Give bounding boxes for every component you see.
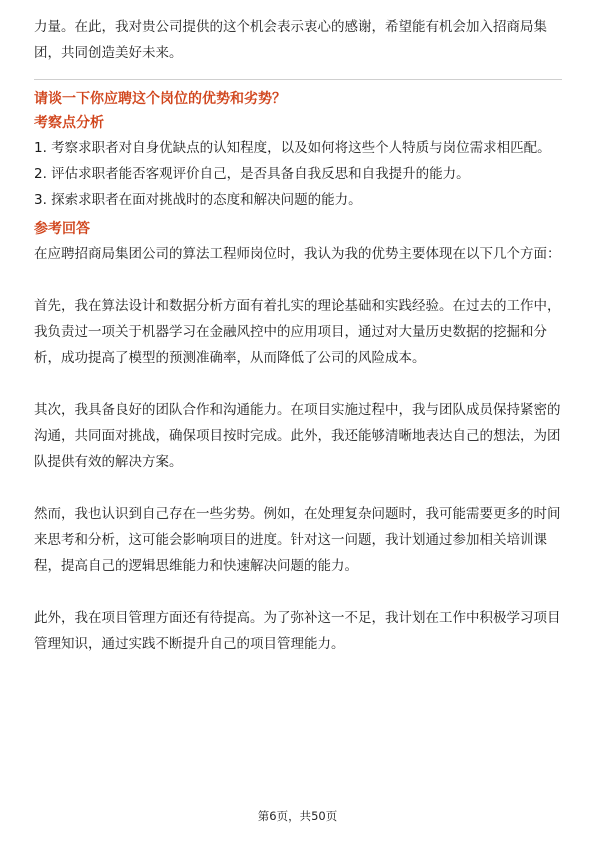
page-content [34, 14, 562, 657]
answer-paragraph: 其次，我具备良好的团队合作和沟通能力。在项目实施过程中，我与团队成员保持紧密的沟通，共同面对挑战，确保项目按时完成。此外，我还能够清晰地表达自己的想法，为团队提供有效的解决方案。 [34, 402, 561, 470]
analysis-item: 3. 探索求职者在面对挑战时的态度和解决问题的能力。 [34, 192, 362, 208]
answer-paragraph: 此外，我在项目管理方面还有待提高。为了弥补这一不足，我计划在工作中积极学习项目管理知识，通过实践不断提升自己的项目管理能力。 [34, 610, 561, 652]
page-footer: 第6页，共50页 [257, 809, 338, 823]
divider [34, 79, 562, 80]
answer-paragraph: 首先，我在算法设计和数据分析方面有着扎实的理论基础和实践经验。在过去的工作中，我负责过一项关于机器学习在金融风控中的应用项目，通过对大量历史数据的挖掘和分析，成功提高了模型的预测准确率，从而降低了公司的风险成本。 [34, 298, 561, 366]
analysis-heading: 考察点分析 [34, 115, 104, 131]
analysis-item: 2. 评估求职者能否客观评价自己，是否具备自我反思和自我提升的能力。 [34, 166, 470, 182]
answer-paragraph: 在应聘招商局集团公司的算法工程师岗位时，我认为我的优势主要体现在以下几个方面： [34, 246, 561, 262]
question-heading: 请谈一下你应聘这个岗位的优势和劣势？ [34, 91, 286, 107]
intro-tail-paragraph: 力量。在此，我对贵公司提供的这个机会表示衷心的感谢，希望能有机会加入招商局集团，共同创造美好未来。 [34, 19, 547, 61]
answer-paragraph: 然而，我也认识到自己存在一些劣势。例如，在处理复杂问题时，我可能需要更多的时间来思考和分析，这可能会影响项目的进度。针对这一问题，我计划通过参加相关培训课程，提高自己的逻辑思维能力和快速解决问题的能力。 [34, 506, 561, 574]
analysis-item: 1. 考察求职者对自身优缺点的认知程度，以及如何将这些个人特质与岗位需求相匹配。 [34, 140, 551, 156]
answer-heading: 参考回答 [34, 221, 90, 237]
